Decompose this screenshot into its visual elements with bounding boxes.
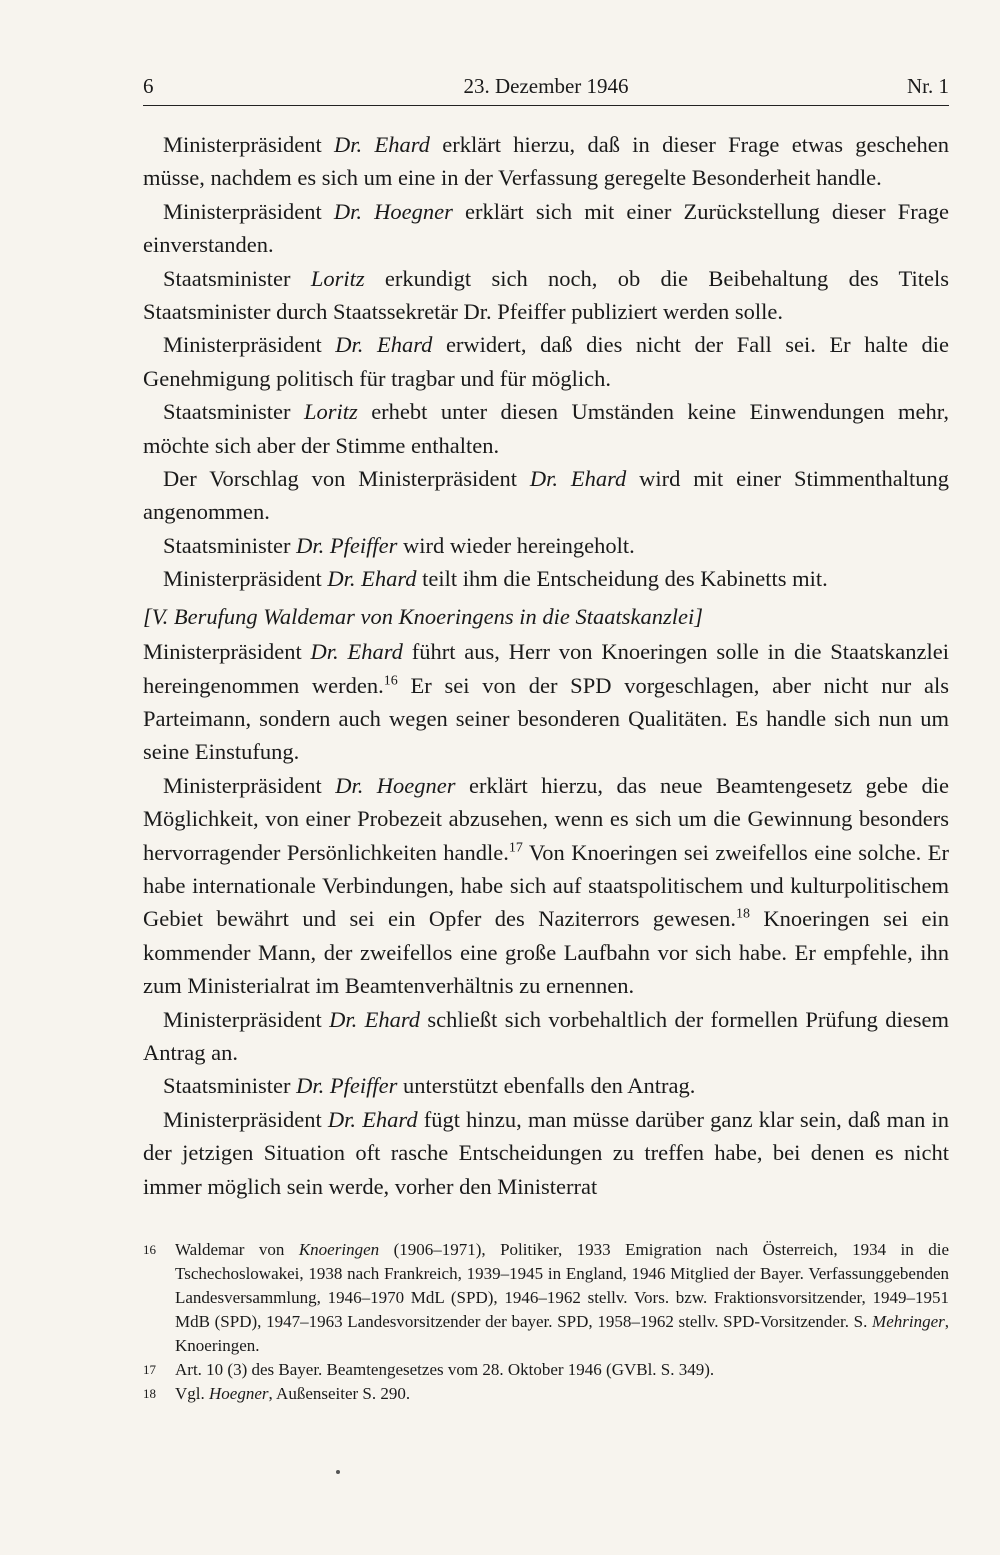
text-run: erklärt hierzu, das neue Beamtengesetz gebe die Möglichkeit, von einer Probezeit abzusehen, wenn es sich um die Gewinnung besonders hervorragender Persönlichkeiten handle. <box>143 772 949 865</box>
footnote-ref: 16 <box>383 673 398 688</box>
text-run: Ministerpräsident <box>143 639 311 665</box>
text-run: Staatsminister <box>163 399 304 425</box>
italic-text: Mehringer <box>872 1312 945 1331</box>
italic-text: Dr. Ehard <box>327 1106 418 1132</box>
text-run: wird mit einer Stimmenthaltung angenommen. <box>143 466 949 525</box>
italic-text: Dr. Ehard <box>335 332 433 358</box>
paragraph <box>143 635 949 769</box>
section-heading <box>143 600 949 633</box>
footnote-ref: 18 <box>735 906 750 922</box>
text-run: Er sei von der SPD vorgeschlagen, aber nicht nur als Parteimann, sondern auch wegen seiner besonderen Qualitäten. Es handle sich nun um seine Einstufung. <box>143 672 949 765</box>
text-run: wird wieder hereingeholt. <box>397 532 635 558</box>
paragraph <box>143 195 949 262</box>
text-run: Ministerpräsident <box>163 132 335 157</box>
text-run: erwidert, daß dies nicht der Fall sei. Er halte die Genehmigung politisch für tragbar und für möglich. <box>143 332 949 391</box>
text-run: Knoeringen sei ein kommender Mann, der zweifellos eine große Laufbahn vor sich habe. Er empfehle, ihn zum Ministerialrat im Beamtenverhältnis zu ernennen. <box>143 906 949 999</box>
text-run: Ministerpräsident <box>163 332 336 358</box>
text-run: führt aus, Herr von Knoeringen solle in die Staatskanzlei hereingenommen werden. <box>143 639 949 698</box>
paragraph <box>143 1103 949 1203</box>
text-run: Art. 10 (3) des Bayer. Beamtengesetzes vom 28. Oktober 1946 (GVBl. S. 349). <box>175 1360 715 1379</box>
text-run: Ministerpräsident <box>163 772 336 798</box>
italic-text: Loritz <box>303 399 358 425</box>
text-run: Waldemar von <box>175 1240 299 1259</box>
text-run: erklärt hierzu, daß in dieser Frage etwas geschehen müsse, nachdem es sich um eine in der Verfassung geregelte Besonderheit handle. <box>143 132 949 191</box>
text-run: , Knoeringen. <box>175 1312 949 1355</box>
footnote-ref: 17 <box>508 840 523 856</box>
text-run: Ministerpräsident <box>163 566 328 592</box>
header-rule <box>143 105 949 106</box>
italic-text: Dr. Pfeiffer <box>296 532 398 558</box>
paragraph <box>143 1003 949 1070</box>
text-run: , Außenseiter S. 290. <box>268 1384 411 1403</box>
italic-text: Dr. Pfeiffer <box>296 1073 398 1099</box>
page-number: 6 <box>143 74 154 98</box>
text-run: fügt hinzu, man müsse darüber ganz klar sein, daß man in der jetzigen Situation oft rasche Entscheidungen zu treffen habe, bei denen es nicht immer möglich sein werde, vorher den Ministerrat <box>143 1106 949 1199</box>
italic-text: Dr. Ehard <box>327 566 417 592</box>
text-run: Ministerpräsident <box>163 1106 328 1132</box>
paragraph <box>143 395 949 462</box>
italic-text: Loritz <box>310 265 365 291</box>
footnotes <box>143 1238 949 1406</box>
text-run: Der Vorschlag von Ministerpräsident <box>163 466 530 492</box>
text-run: erkundigt sich noch, ob die Beibehaltung des Titels Staatsminister durch Staatssekretär Dr. Pfeiffer publiziert werden solle. <box>143 265 949 325</box>
italic-text: Dr. Hoegner <box>335 772 456 798</box>
footnote <box>143 1358 949 1382</box>
paragraph <box>143 462 949 529</box>
italic-text: Dr. Ehard <box>329 1006 421 1032</box>
italic-text: Dr. Ehard <box>310 639 403 665</box>
paragraph <box>143 769 949 1003</box>
italic-text: [V. Berufung Waldemar von Knoeringens in die Staatskanzlei] <box>143 603 703 629</box>
footnote-number: 17 <box>143 1362 156 1377</box>
text-run: erklärt sich mit einer Zurückstellung dieser Frage einverstanden. <box>143 198 949 258</box>
page-speck <box>336 1470 340 1474</box>
text-run: schließt sich vorbehaltlich der formellen Prüfung diesem Antrag an. <box>143 1006 949 1065</box>
text-run: Vgl. <box>175 1384 209 1403</box>
text-run: Staatsminister <box>163 265 311 291</box>
footnote <box>143 1238 949 1358</box>
italic-text: Dr. Hoegner <box>333 198 453 224</box>
document-number: Nr. 1 <box>907 74 949 98</box>
paragraph <box>143 262 949 329</box>
paragraph <box>143 128 949 195</box>
main-text <box>143 128 949 1203</box>
paragraph <box>143 529 949 562</box>
text-run: Von Knoeringen sei zweifellos eine solche. Er habe internationale Verbindungen, habe sich auf staatspolitischem und kulturpolitischem Gebiet bewährt und sei ein Opfer des Naziterrors gewesen. <box>143 839 949 932</box>
text-run: Staatsminister <box>163 1073 297 1099</box>
footnote-number: 18 <box>143 1386 156 1401</box>
paragraph <box>143 328 949 395</box>
text-run: erhebt unter diesen Umständen keine Einwendungen mehr, möchte sich aber der Stimme enthalten. <box>143 399 949 458</box>
italic-text: Knoeringen <box>298 1240 380 1259</box>
footnote-number: 16 <box>143 1242 156 1257</box>
text-run: unterstützt ebenfalls den Antrag. <box>397 1073 696 1099</box>
text-run: Ministerpräsident <box>163 1006 330 1032</box>
italic-text: Dr. Ehard <box>334 132 430 157</box>
text-run: Staatsminister <box>163 532 297 558</box>
paragraph <box>143 562 949 595</box>
text-run: (1906–1971), Politiker, 1933 Emigration nach Österreich, 1934 in die Tschechoslowakei, 1938 nach Frankreich, 1939–1945 in England, 1946 Mitglied der Bayer. Verfassunggebenden Landesversammlung, 1946–1970 MdL (SPD), 1946–1962 stellv. Vors. bzw. Fraktionsvorsitzender, 1949–1951 MdB (SPD), 1947–1963 Landesvorsitzender der bayer. SPD, 1958–1962 stellv. SPD-Vorsitzender. S. <box>175 1240 949 1331</box>
paragraph <box>143 1069 949 1102</box>
running-header <box>143 74 949 104</box>
footnote <box>143 1382 949 1406</box>
text-run: teilt ihm die Entscheidung des Kabinetts mit. <box>416 566 828 592</box>
italic-text: Hoegner <box>209 1384 269 1403</box>
text-run: Ministerpräsident <box>163 198 334 224</box>
italic-text: Dr. Ehard <box>529 466 627 492</box>
header-date: 23. Dezember 1946 <box>463 74 629 98</box>
